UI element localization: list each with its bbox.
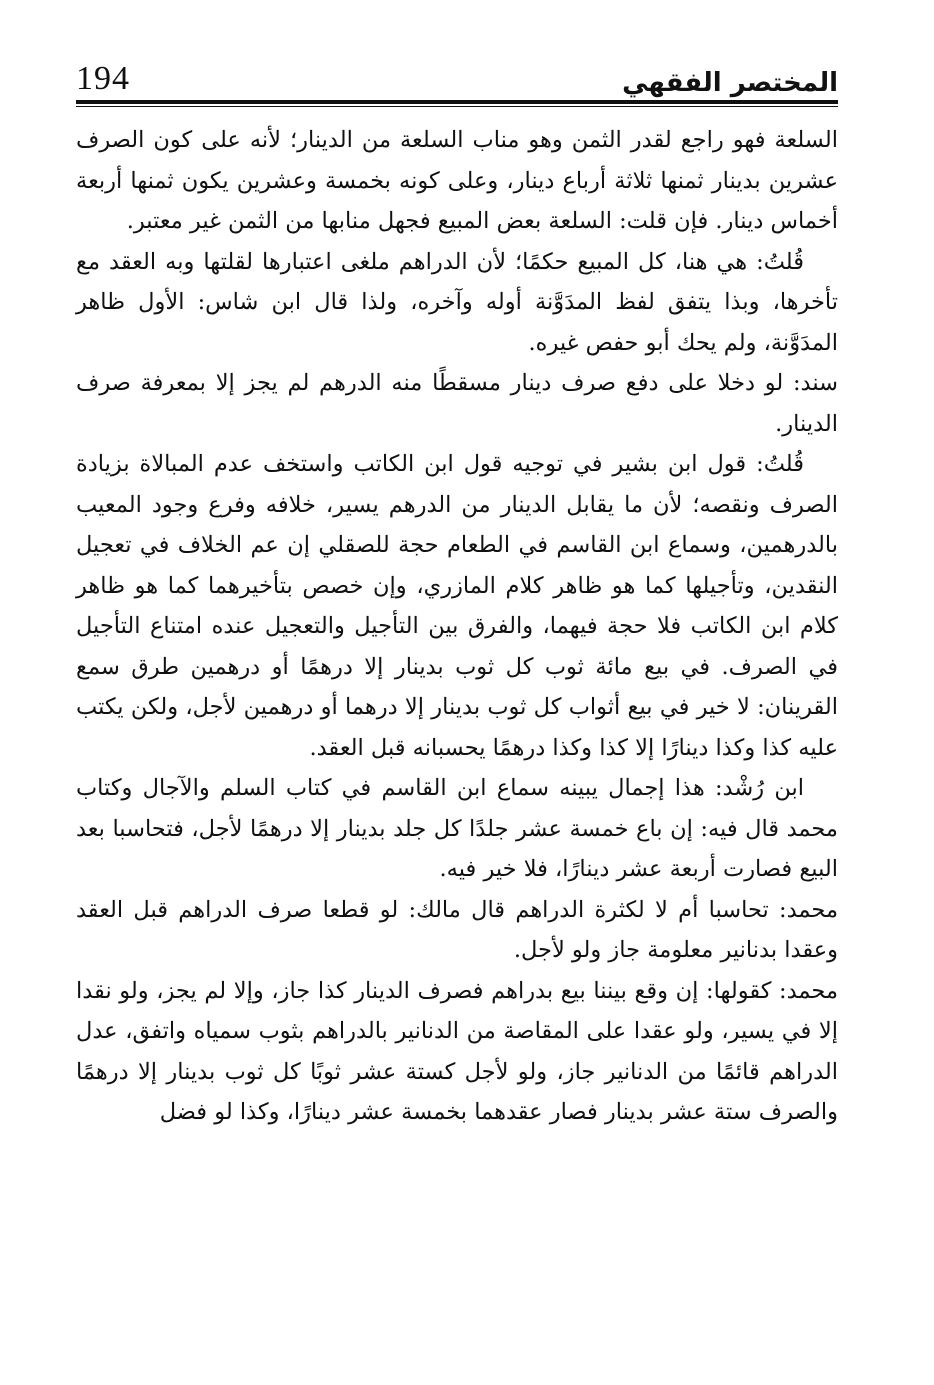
page-number: 194 — [76, 60, 130, 97]
paragraph-3: سند: لو دخلا على دفع صرف دينار مسقطًا منه الدرهم لم يجز إلا بمعرفة صرف الدينار. — [76, 370, 838, 437]
page-body — [76, 120, 838, 1133]
header-rule-thick — [76, 100, 838, 104]
paragraph-1: السلعة فهو راجع لقدر الثمن وهو مناب السلعة من الدينار؛ لأنه على كون الصرف عشرين بدينار ثمنها ثلاثة أرباع دينار، وعلى كونه بخمسة وعشرين يكون ثمنها أربعة أخماس دينار. فإن قلت: السلعة بعض المبيع فجهل منابها من الثمن غير معتبر. — [76, 127, 838, 234]
paragraph-2: قُلتُ: هي هنا، كل المبيع حكمًا؛ لأن الدراهم ملغى اعتبارها لقلتها وبه العقد مع تأخرها، وبذا يتفق لفظ المدَوَّنة أوله وآخره، ولذا قال ابن شاس: الأول ظاهر المدَوَّنة، ولم يحك أبو حفص غيره. — [76, 248, 838, 356]
paragraph-4: قُلتُ: قول ابن بشير في توجيه قول ابن الكاتب واستخف عدم المبالاة بزيادة الصرف ونقصه؛ لأن ما يقابل الدينار من الدرهم يسير، خلافه وفرع وجود المعيب بالدرهمين، وسماع ابن القاسم في الطعام حجة للصقلي إن عم الخلاف في تعجيل النقدين، وتأجيلها كما هو ظاهر كلام المازري، وإن خصص بتأخيرهما كما هو ظاهر كلام ابن الكاتب فلا حجة فيهما، والفرق بين التأجيل والتعجيل عنده امتناع التأجيل في الصرف. في بيع مائة ثوب كل ثوب بدينار إلا درهمًا أو درهمين طرق سمع القرينان: لا خير في بيع أثواب كل ثوب بدينار إلا درهما أو درهمين لأجل، ولكن يكتب عليه كذا وكذا دينارًا إلا كذا وكذا درهمًا يحسبانه قبل العقد. — [76, 451, 838, 761]
book-title: المختصر الفقهي — [622, 68, 838, 98]
paragraph-5: ابن رُشْد: هذا إجمال يبينه سماع ابن القاسم في كتاب السلم والآجال وكتاب محمد قال فيه: إن باع خمسة عشر جلدًا كل جلد بدينار إلا درهمًا لأجل، فتحاسبا بعد البيع فصارت أربعة عشر دينارًا، فلا خير فيه. — [76, 775, 838, 882]
paragraph-6: محمد: تحاسبا أم لا لكثرة الدراهم قال مالك: لو قطعا صرف الدراهم قبل العقد وعقدا بدنانير معلومة جاز ولو لأجل. — [76, 896, 838, 963]
header-rule-thin — [76, 106, 838, 107]
page-header — [76, 50, 838, 96]
paragraph-7: محمد: كقولها: إن وقع بيننا بيع بدراهم فصرف الدينار كذا جاز، وإلا لم يجز، ولو نقدا إلا في يسير، ولو عقدا على المقاصة من الدنانير بالدراهم بثوب سمياه واتفق، عدل الدراهم قائمًا من الدنانير جاز، ولو لأجل كستة عشر ثوبًا كل ثوب بدينار إلا درهمًا والصرف ستة عشر بدينار فصار عقدهما بخمسة عشر دينارًا، وكذا لو فضل — [76, 977, 838, 1125]
